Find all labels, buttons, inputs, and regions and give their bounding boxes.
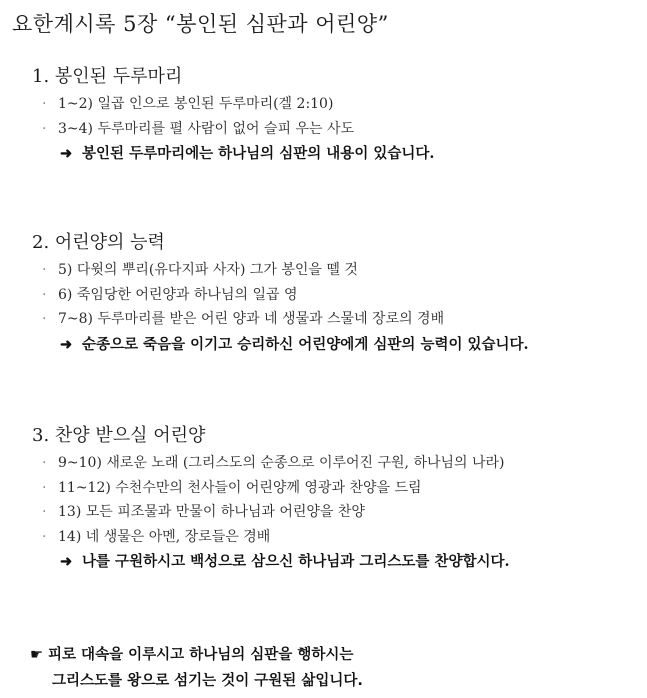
- list-item: [32, 92, 642, 117]
- bullet-dot-icon: ·: [42, 262, 47, 278]
- arrow-right-icon: ➜: [60, 553, 73, 570]
- bullet-dot-icon: ·: [42, 528, 47, 545]
- conclusion-text: 순종으로 죽음을 이기고 승리하신 어린양에게 심판의 능력이 있습니다.: [82, 335, 529, 353]
- bullet-list: [32, 258, 642, 332]
- arrow-right-icon: ➜: [60, 335, 73, 353]
- section-conclusion: [32, 141, 642, 167]
- list-item: [32, 117, 642, 142]
- bullet-dot-icon: ·: [42, 455, 47, 471]
- list-item: [32, 258, 642, 283]
- bullet-list: [32, 451, 642, 549]
- section-heading: 2. 어린양의 능력: [32, 232, 165, 253]
- bullet-dot-icon: ·: [42, 504, 47, 520]
- bullet-dot-icon: ·: [42, 120, 47, 137]
- bullet-dot-icon: ·: [42, 96, 47, 112]
- section-heading: 1. 봉인된 두루마리: [32, 66, 183, 87]
- section-conclusion: [32, 332, 642, 358]
- list-item: [32, 525, 642, 550]
- arrow-right-icon: ➜: [60, 145, 73, 162]
- bullet-dot-icon: ·: [42, 286, 47, 303]
- list-item: [32, 307, 642, 332]
- list-item-text: 14) 네 생물은 아멘, 장로들은 경배: [58, 528, 271, 545]
- list-item-text: 3~4) 두루마리를 펼 사람이 없어 슬피 우는 사도: [58, 120, 355, 137]
- section-praise-lamb: [32, 423, 642, 575]
- conclusion-text: 봉인된 두루마리에는 하나님의 심판의 내용이 있습니다.: [82, 145, 435, 162]
- list-item-text: 1~2) 일곱 인으로 봉인된 두루마리(겔 2:10): [58, 96, 334, 112]
- footer-line-2: 그리스도를 왕으로 섬기는 것이 구원된 삶입니다.: [52, 673, 363, 689]
- pointing-hand-icon: ☛: [30, 647, 43, 663]
- list-item-text: 11~12) 수천수만의 천사들이 어린양께 영광과 찬양을 드림: [58, 479, 422, 496]
- section-lamb-power: [32, 230, 642, 358]
- section-conclusion: [32, 549, 642, 575]
- conclusion-text: 나를 구원하시고 백성으로 삼으신 하나님과 그리스도를 찬양합시다.: [82, 553, 510, 570]
- footer-line-1: [30, 642, 363, 668]
- section-sealed-scroll: [32, 64, 642, 167]
- bullet-list: [32, 92, 642, 141]
- list-item-text: 9~10) 새로운 노래 (그리스도의 순종으로 이루어진 구원, 하나님의 나라): [58, 455, 505, 471]
- list-item: [32, 451, 642, 476]
- footer-note: [30, 642, 363, 694]
- section-heading: 3. 찬양 받으실 어린양: [32, 425, 206, 446]
- list-item-text: 5) 다윗의 뿌리(유다지파 사자) 그가 봉인을 뗄 것: [58, 262, 358, 278]
- list-item-text: 7~8) 두루마리를 받은 어린 양과 네 생물과 스물네 장로의 경배: [58, 311, 445, 327]
- bullet-dot-icon: ·: [42, 311, 47, 327]
- page-title: 요한계시록 5장 “봉인된 심판과 어린양”: [12, 12, 389, 36]
- list-item-text: 6) 죽임당한 어린양과 하나님의 일곱 영: [58, 286, 298, 303]
- list-item: [32, 476, 642, 501]
- list-item: [32, 500, 642, 525]
- list-item-text: 13) 모든 피조물과 만물이 하나님과 어린양을 찬양: [58, 504, 365, 520]
- list-item: [32, 283, 642, 308]
- bullet-dot-icon: ·: [42, 479, 47, 496]
- footer-text-1: 피로 대속을 이루시고 하나님의 심판을 행하시는: [48, 647, 354, 663]
